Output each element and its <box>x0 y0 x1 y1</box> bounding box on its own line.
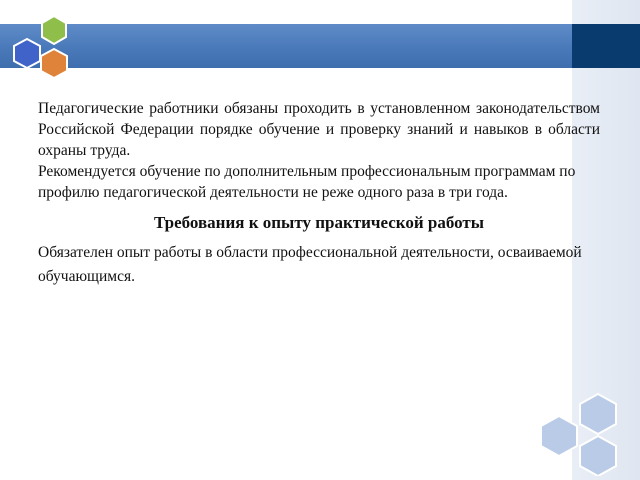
recommendation-paragraph: Рекомендуется обучение по дополнительным профессиональным программам по профилю педагогической деятельности не реже одного раза в три года. <box>38 163 576 201</box>
header-accent-block <box>572 24 640 68</box>
hexagon-logo-icon <box>4 10 76 82</box>
header-bar <box>0 24 572 68</box>
section-heading: Требования к опыту практической работы <box>153 213 485 232</box>
slide-content <box>38 98 600 289</box>
experience-paragraph: Обязателен опыт работы в области профессиональной деятельности, осваиваемой обучающимся. <box>38 244 582 285</box>
intro-paragraph: Педагогические работники обязаны проходить в установленном законодательством Российской Федерации порядке обучение и проверку знаний и навыков в области охраны труда. <box>38 100 600 159</box>
hexagon-decoration-icon <box>534 390 626 476</box>
